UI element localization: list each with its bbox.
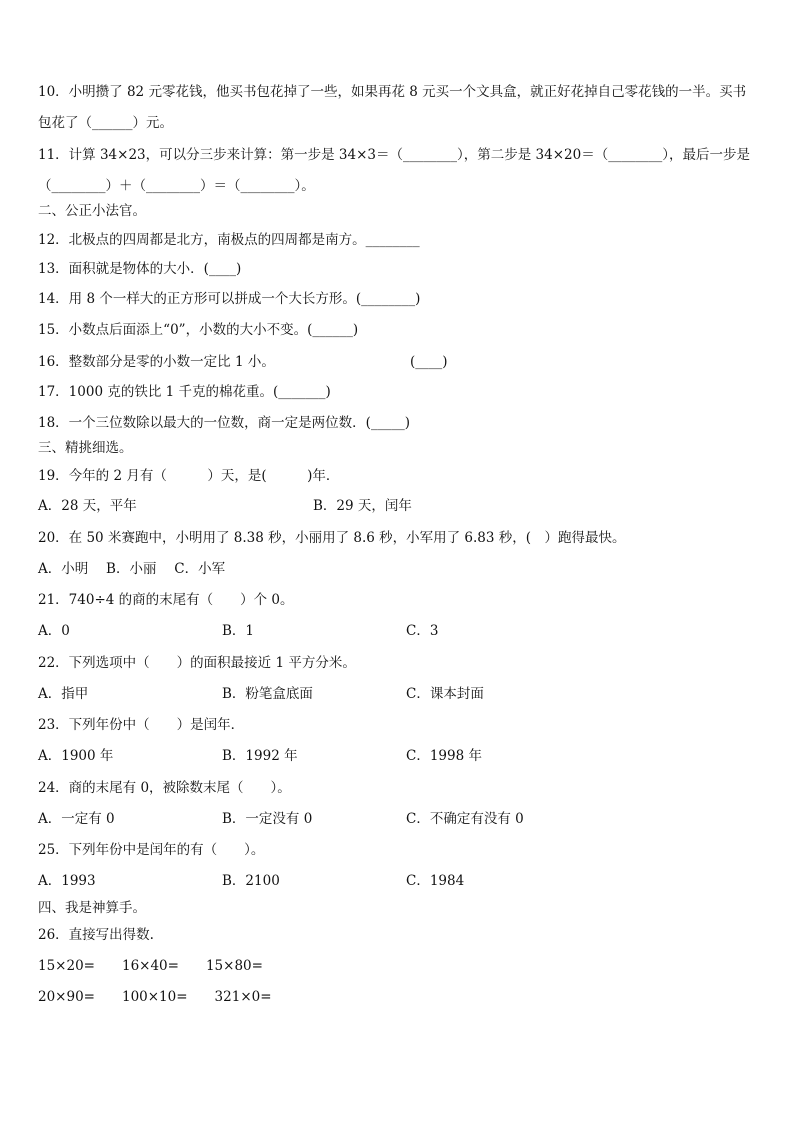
question-25-option-b: B．2100 xyxy=(222,873,280,889)
question-22: 22．下列选项中（ ）的面积最接近 1 平方分米。 xyxy=(38,655,356,671)
question-16-blank: (____) xyxy=(410,354,448,370)
question-24: 24．商的末尾有 0，被除数末尾（ ）。 xyxy=(38,780,291,796)
question-19: 19．今年的 2 月有（ ）天，是( )年． xyxy=(38,468,340,484)
question-23-option-b: B．1992 年 xyxy=(222,748,298,764)
question-25: 25．下列年份中是闰年的有（ ）。 xyxy=(38,842,265,858)
question-14: 14．用 8 个一样大的正方形可以拼成一个大长方形。(________) xyxy=(38,291,421,307)
question-24-option-b: B．一定没有 0 xyxy=(222,811,313,827)
question-22-option-c: C．课本封面 xyxy=(406,686,484,702)
question-25-option-a: A．1993 xyxy=(38,873,96,889)
section-2-heading: 二、公正小法官。 xyxy=(38,203,146,219)
question-22-option-b: B．粉笔盒底面 xyxy=(222,686,313,702)
question-19-option-b: B．29 天，闰年 xyxy=(313,498,412,514)
question-23-option-c: C．1998 年 xyxy=(406,748,482,764)
question-20: 20．在 50 米赛跑中，小明用了 8.38 秒，小丽用了 8.6 秒，小军用了 6.83 秒，( ）跑得最快。 xyxy=(38,530,626,546)
section-3-heading: 三、精挑细选。 xyxy=(38,440,133,456)
calc-row-2: 20×90= 100×10= 321×0= xyxy=(38,989,272,1005)
question-10-line-1: 10．小明攒了 82 元零花钱，他买书包花掉了一些，如果再花 8 元买一个文具盒，就正好花掉自己零花钱的一半。买书 xyxy=(38,84,747,100)
question-26: 26．直接写出得数. xyxy=(38,927,154,943)
section-4-heading: 四、我是神算手。 xyxy=(38,900,146,916)
question-21-option-c: C．3 xyxy=(406,623,439,639)
question-11-line-1: 11．计算 34×23，可以分三步来计算：第一步是 34×3＝（________），第二步是 34×20＝（________），最后一步是 xyxy=(38,147,750,163)
question-15: 15．小数点后面添上“0”，小数的大小不变。(______) xyxy=(38,322,359,338)
question-16: 16．整数部分是零的小数一定比 1 小。 xyxy=(38,354,275,370)
question-17: 17．1000 克的铁比 1 千克的棉花重。(_______) xyxy=(38,384,331,400)
question-21-option-a: A．0 xyxy=(38,623,70,639)
calc-row-1: 15×20= 16×40= 15×80= xyxy=(38,958,263,974)
question-19-option-a: A．28 天，平年 xyxy=(38,498,137,514)
question-22-option-a: A．指甲 xyxy=(38,686,89,702)
question-24-option-c: C．不确定有没有 0 xyxy=(406,811,524,827)
question-23-option-a: A．1900 年 xyxy=(38,748,114,764)
question-10-line-2: 包花了（______）元。 xyxy=(38,115,173,131)
question-23: 23．下列年份中（ ）是闰年． xyxy=(38,717,245,733)
question-21-option-b: B．1 xyxy=(222,623,255,639)
question-11-line-2: （________）＋（________）＝（________）。 xyxy=(38,178,315,194)
question-20-options: A．小明 B．小丽 C．小军 xyxy=(38,561,226,577)
question-18: 18．一个三位数除以最大的一位数，商一定是两位数．(_____) xyxy=(38,415,410,431)
question-13: 13．面积就是物体的大小．(____) xyxy=(38,261,242,277)
question-12: 12．北极点的四周都是北方，南极点的四周都是南方。________ xyxy=(38,232,420,248)
question-25-option-c: C．1984 xyxy=(406,873,465,889)
question-24-option-a: A．一定有 0 xyxy=(38,811,115,827)
question-21: 21．740÷4 的商的末尾有（ ）个 0。 xyxy=(38,592,294,608)
